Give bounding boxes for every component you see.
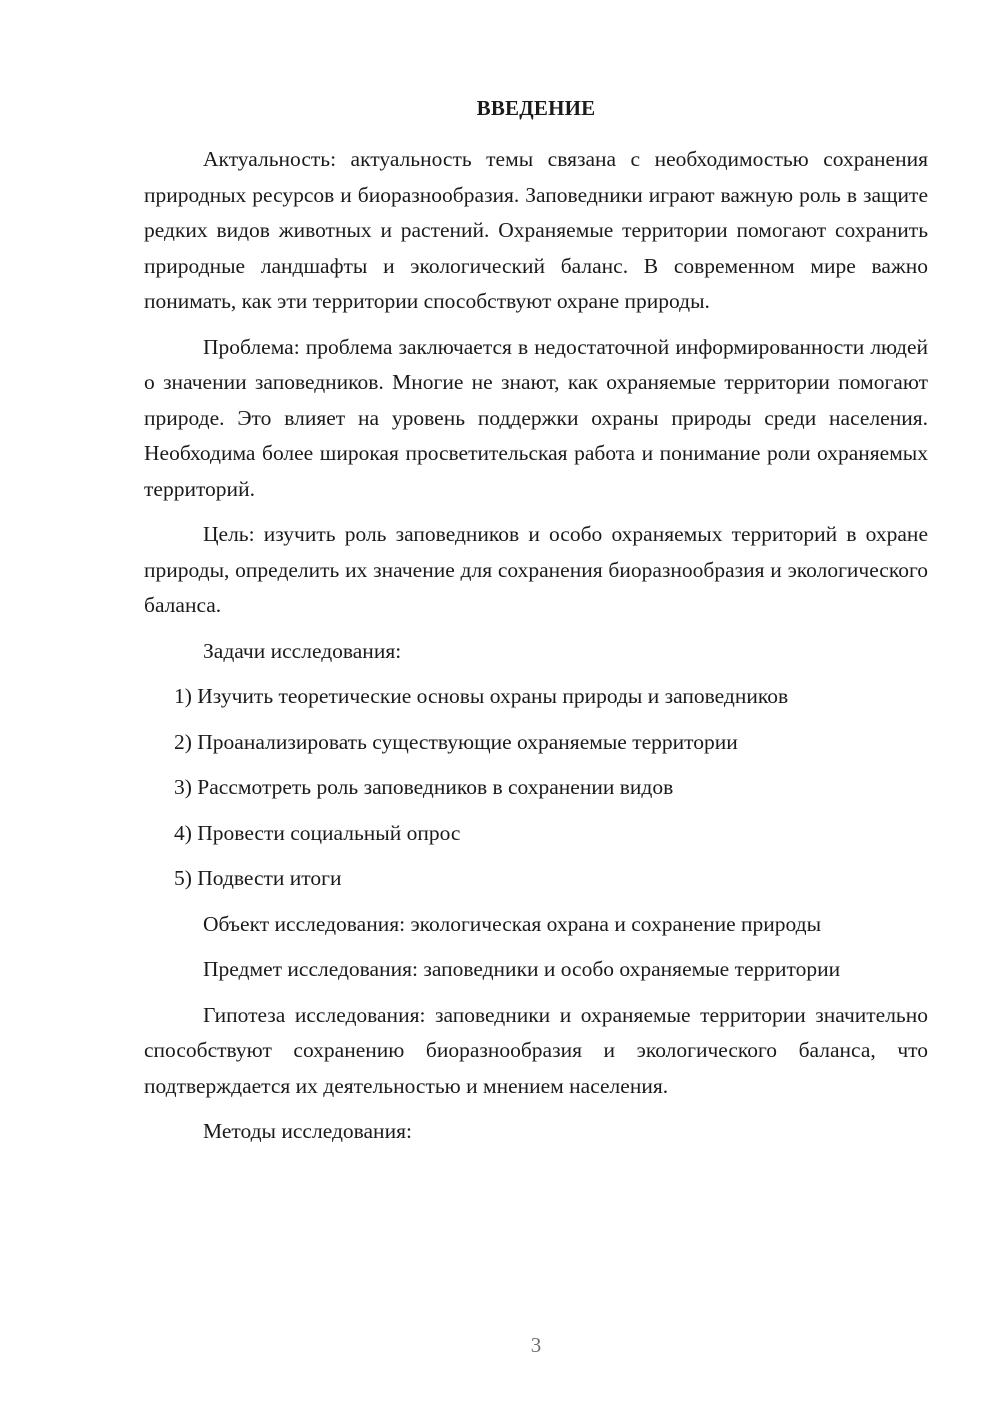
list-item: 5) Подвести итоги bbox=[174, 866, 342, 890]
hypothesis-paragraph: Гипотеза исследования: заповедники и охраняемые территории значительно способствуют сохранению биоразнообразия и экологического баланса, что подтверждается их деятельностью и мнением населения. bbox=[144, 1002, 928, 1098]
page-title: ВВЕДЕНИЕ bbox=[476, 96, 596, 120]
list-item: 4) Провести социальный опрос bbox=[174, 820, 461, 845]
list-item: 2) Проанализировать существующие охраняемые территории bbox=[174, 729, 738, 754]
goal-paragraph: Цель: изучить роль заповедников и особо охраняемых территорий в охране природы, определить их значение для сохранения биоразнообразия и экологического баланса. bbox=[144, 522, 928, 617]
list-item: 3) Рассмотреть роль заповедников в сохранении видов bbox=[174, 775, 674, 799]
methods-heading: Методы исследования: bbox=[203, 1119, 412, 1143]
tasks-heading: Задачи исследования: bbox=[203, 638, 402, 663]
tasks-list bbox=[144, 679, 928, 897]
object-paragraph: Объект исследования: экологическая охрана и сохранение природы bbox=[203, 911, 822, 936]
page-number: 3 bbox=[530, 1333, 542, 1357]
list-item: 1) Изучить теоретические основы охраны природы и заповедников bbox=[174, 684, 789, 708]
relevance-paragraph: Актуальность: актуальность темы связана с необходимостью сохранения природных ресурсов и биоразнообразия. Заповедники играют важную роль в защите редких видов животных и растений. Охраняемые территории помогают сохранить природные ландшафты и экологический баланс. В современном мире важно понимать, как эти территории способствуют охране природы. bbox=[144, 147, 928, 313]
problem-paragraph: Проблема: проблема заключается в недостаточной информированности людей о значении заповедников. Многие не знают, как охраняемые территории помогают природе. Это влияет на уровень поддержки охраны природы среди населения. Необходима более широкая просветительская работа и понимание роли охраняемых территорий. bbox=[144, 334, 928, 501]
document-body bbox=[144, 142, 928, 1160]
subject-paragraph: Предмет исследования: заповедники и особо охраняемые территории bbox=[203, 957, 841, 981]
